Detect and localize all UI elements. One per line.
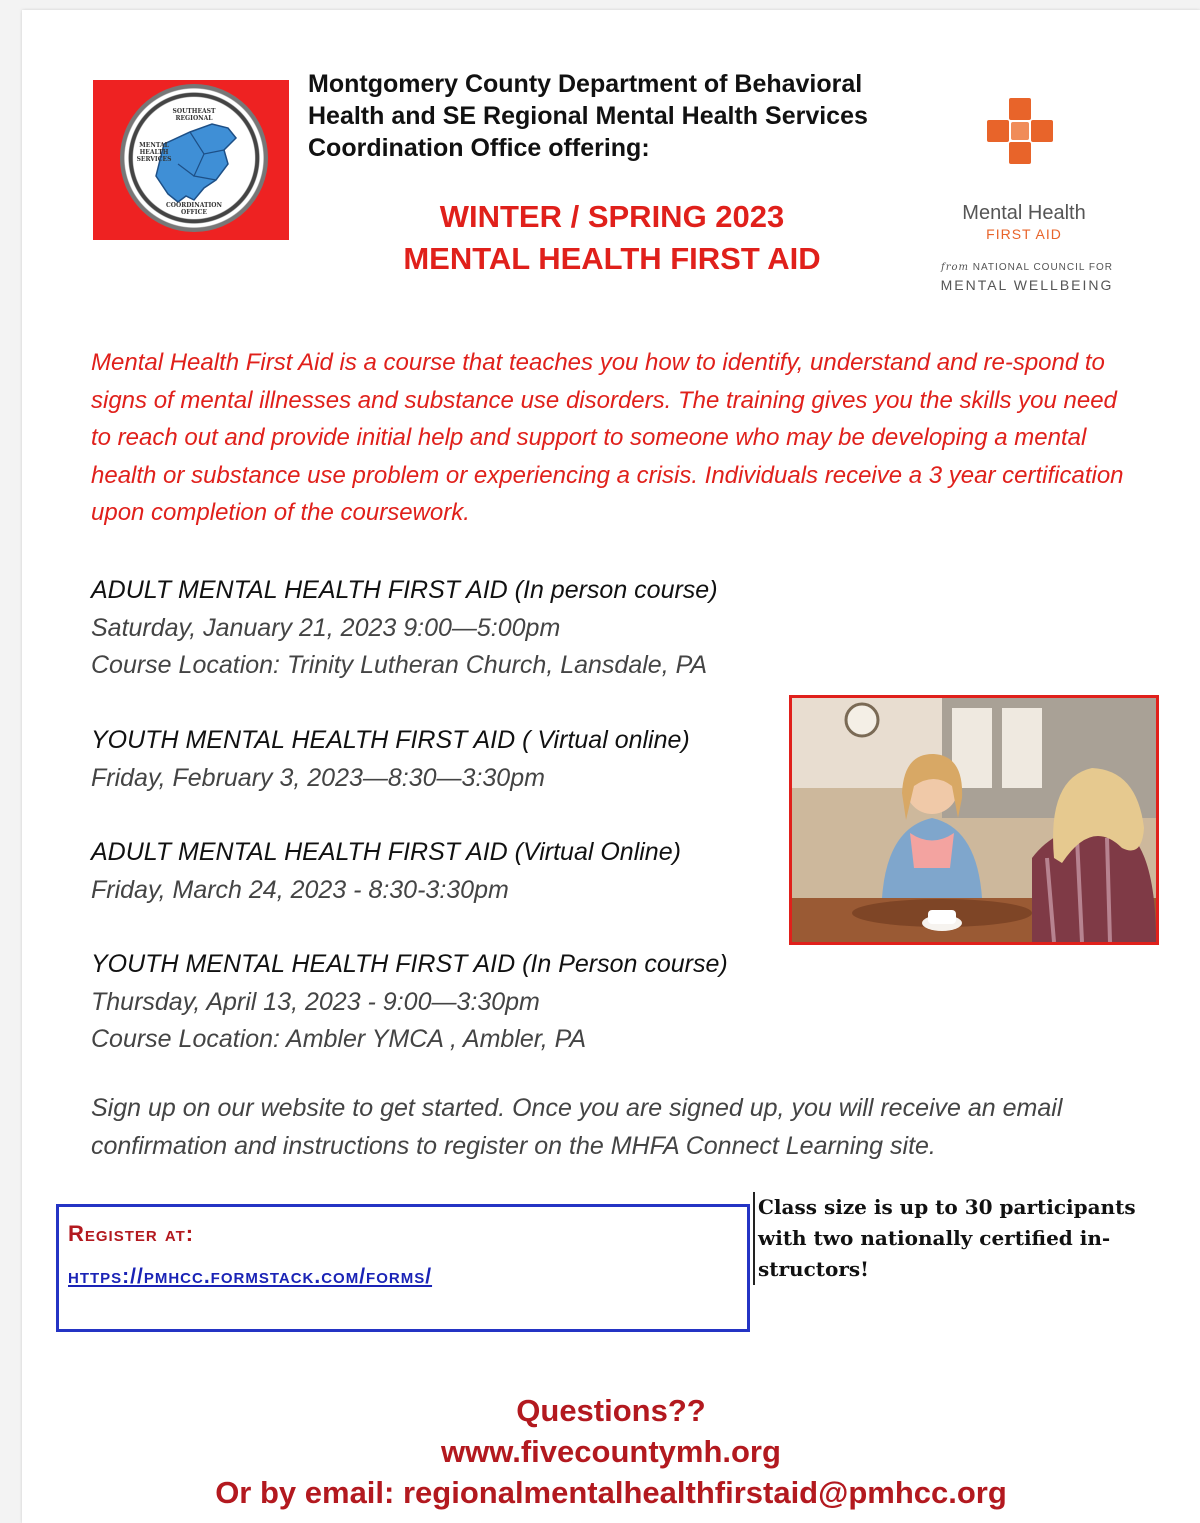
mhfa-from-line bbox=[927, 262, 1127, 273]
regional-office-logo bbox=[93, 80, 289, 240]
organization-title bbox=[308, 68, 928, 164]
event-title-line: WINTER / SPRING 2023 bbox=[439, 199, 785, 234]
seal-top-text: SOUTHEAST REGIONAL bbox=[172, 108, 216, 122]
course-date: Friday, March 24, 2023 - 8:30-3:30pm bbox=[91, 875, 509, 904]
seal-side-text: MENTAL HEALTH SERVICES bbox=[136, 142, 172, 163]
course-description bbox=[91, 344, 1131, 532]
course-location: Course Location: Ambler YMCA , Ambler, PA bbox=[91, 1025, 587, 1053]
flyer-page bbox=[22, 10, 1200, 1523]
course-title: YOUTH MENTAL HEALTH FIRST AID (In Person course) bbox=[91, 950, 728, 978]
mhfa-from-rest: NATIONAL COUNCIL FOR bbox=[972, 262, 1113, 273]
description-body: is a course that teaches you how to identify, understand and re-spond to signs of mental illnesses and substance use disorders. The training gives you the skills you need to reach out and provide initial help and support to someone who may be developing a mental health or substance use problem or experiencing a crisis. Individuals receive a 3 year certification upon completion of the coursework. bbox=[91, 349, 1124, 526]
mhfa-name: Mental Health bbox=[962, 202, 1086, 224]
two-women-talking-photo bbox=[789, 695, 1159, 945]
register-link[interactable]: https://pmhcc.formstack.com/forms/ bbox=[68, 1265, 433, 1288]
mhfa-cross-icon bbox=[927, 94, 1127, 194]
course-title: YOUTH MENTAL HEALTH FIRST AID ( Virtual online) bbox=[91, 726, 690, 754]
seal-emblem bbox=[120, 84, 268, 232]
course-location: Course Location: Trinity Lutheran Church, Lansdale, PA bbox=[91, 651, 708, 679]
email-contact[interactable]: Or by email: regionalmentalhealthfirstaid@pmhcc.org bbox=[215, 1475, 1007, 1510]
course-title: ADULT MENTAL HEALTH FIRST AID (Virtual Online) bbox=[91, 838, 681, 866]
org-title-line: Health and SE Regional Mental Health Services bbox=[308, 102, 868, 130]
mhfa-council: MENTAL WELLBEING bbox=[940, 277, 1114, 293]
description-lead: Mental Health First Aid bbox=[91, 349, 333, 376]
contact-section bbox=[22, 1390, 1200, 1513]
register-label: Register at: bbox=[68, 1221, 195, 1246]
event-title-line: MENTAL HEALTH FIRST AID bbox=[403, 241, 821, 276]
course-item bbox=[91, 572, 791, 685]
course-title: ADULT MENTAL HEALTH FIRST AID (In person course) bbox=[91, 576, 718, 604]
org-title-line: Montgomery County Department of Behavioral bbox=[308, 70, 863, 98]
photo-illustration bbox=[792, 698, 1156, 942]
mhfa-from-word: from bbox=[941, 262, 969, 273]
course-date: Friday, February 3, 2023—8:30—3:30pm bbox=[91, 763, 545, 792]
signup-instructions: Sign up on our website to get started. Once you are signed up, you will receive an email confirmation and instructions to register on the MHFA Connect Learning site. bbox=[91, 1094, 1063, 1160]
org-title-line: Coordination Office offering: bbox=[308, 134, 650, 162]
mhfa-logo bbox=[927, 94, 1127, 294]
questions-heading: Questions?? bbox=[516, 1393, 706, 1428]
event-title bbox=[352, 196, 872, 280]
mhfa-subtitle: FIRST AID bbox=[986, 226, 1062, 242]
class-size-note: Class size is up to 30 participants with two nationally certified in-structors! bbox=[753, 1192, 1148, 1285]
website-link[interactable]: www.fivecountymh.org bbox=[441, 1434, 781, 1469]
seal-bottom-text: COORDINATION OFFICE bbox=[165, 202, 223, 216]
course-item bbox=[91, 946, 791, 1059]
course-item bbox=[91, 722, 791, 797]
course-date: Thursday, April 13, 2023 - 9:00—3:30pm bbox=[91, 987, 540, 1016]
register-box bbox=[56, 1204, 750, 1332]
course-item bbox=[91, 834, 791, 909]
course-date: Saturday, January 21, 2023 9:00—5:00pm bbox=[91, 613, 561, 642]
